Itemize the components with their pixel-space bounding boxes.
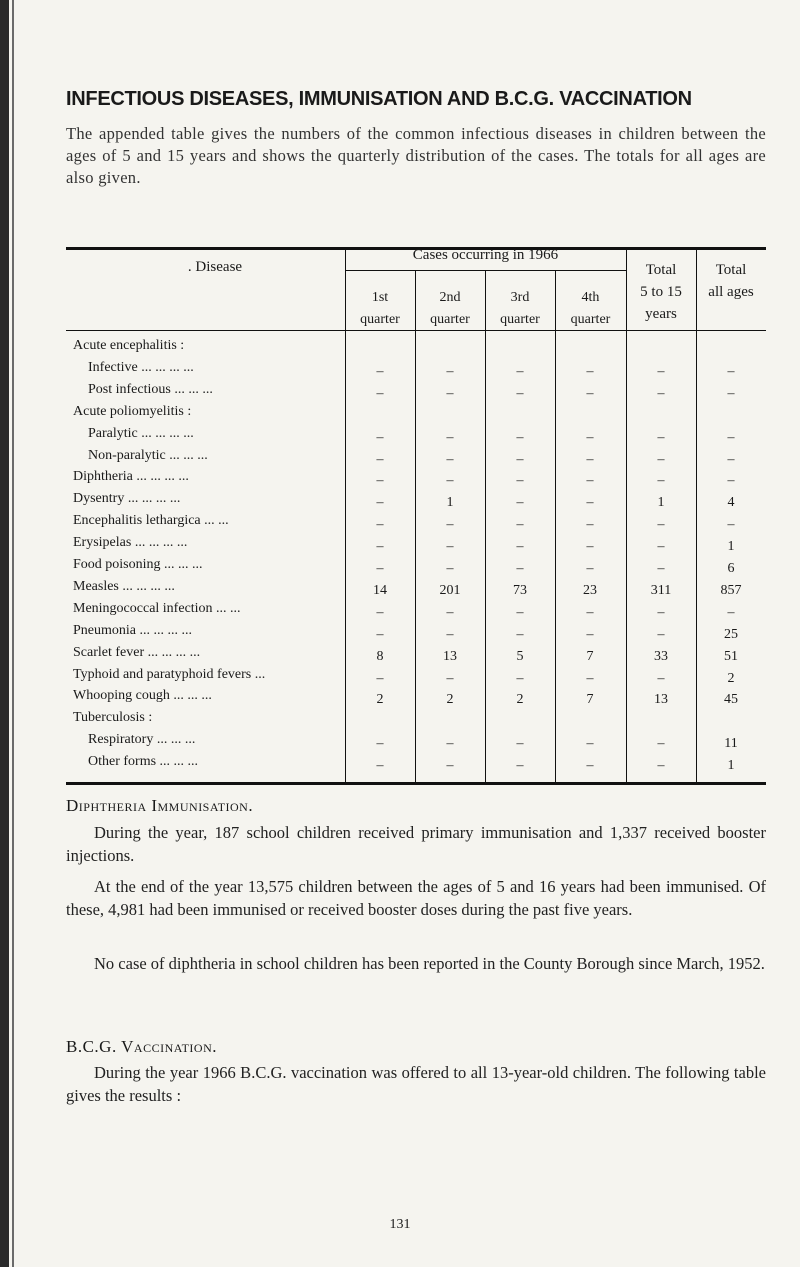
table-cell: – — [657, 539, 665, 555]
table-cell: – — [727, 604, 735, 620]
table-cell: – — [376, 561, 384, 576]
table-cell: 73 — [513, 582, 527, 598]
table-cell: – — [727, 451, 735, 467]
table-cell: – — [376, 539, 384, 555]
table-cell: – — [376, 517, 384, 533]
table-cell: – — [516, 473, 524, 489]
table-cell: – — [657, 429, 665, 445]
row-label: Acute poliomyelitis : — [73, 403, 192, 419]
table-cell: 13 — [443, 648, 457, 664]
table-cell: – — [446, 473, 454, 489]
table-cell: – — [446, 363, 454, 379]
table-cell: 25 — [724, 626, 738, 642]
row-label: Post infectious ... ... ... — [88, 381, 213, 397]
table-cell: – — [516, 363, 524, 379]
table-cell: – — [376, 473, 384, 489]
header-total-all-line1: Total — [715, 262, 747, 278]
table-cell: – — [516, 517, 524, 533]
row-label: Erysipelas ... ... ... ... — [73, 535, 188, 551]
table-cell: – — [727, 385, 735, 401]
header-cases: Cases occurring in 1966 — [412, 247, 559, 263]
header-disease: . Disease — [187, 259, 243, 275]
table-cell: – — [657, 451, 665, 467]
row-label: Infective ... ... ... ... — [88, 359, 194, 375]
row-label: Typhoid and paratyphoid fevers ... — [73, 666, 266, 682]
row-label: Scarlet fever ... ... ... ... — [73, 644, 201, 660]
row-label: Paralytic ... ... ... ... — [88, 425, 194, 441]
table-cell: – — [376, 495, 384, 511]
table-cell: 23 — [583, 582, 597, 598]
table-cell: – — [586, 561, 594, 576]
table-cell: 33 — [654, 648, 668, 664]
table-cell: – — [657, 517, 665, 533]
table-cell: – — [586, 429, 594, 445]
header-q2-line2: quarter — [430, 312, 470, 327]
table-cell: 2 — [376, 692, 384, 708]
table-cell: – — [586, 626, 594, 642]
table-cell: – — [446, 451, 454, 467]
table-cell: 1 — [727, 539, 735, 555]
table-cell: – — [586, 451, 594, 467]
bcg-paragraph-1: During the year 1966 B.C.G. vaccination was offered to all 13-year-old children. The following table gives the results : — [66, 1063, 766, 1105]
table-cell: – — [446, 429, 454, 445]
diphtheria-paragraph-2: At the end of the year 13,575 children between the ages of 5 and 16 years had been immunised. Of these, 4,981 had been immunised or received booster doses during the past five years. — [66, 877, 766, 919]
table-cell: – — [657, 736, 665, 752]
header-total-5-15 — [626, 259, 696, 325]
table-cell: – — [586, 670, 594, 686]
table-cell: 45 — [724, 692, 738, 708]
table-cell: 14 — [373, 582, 387, 598]
header-q3 — [485, 287, 555, 331]
table-cell: – — [586, 363, 594, 379]
table-cell: – — [586, 517, 594, 533]
table-cell: – — [657, 561, 665, 576]
table-cell: – — [446, 736, 454, 752]
table-cell: – — [516, 670, 524, 686]
table-cell: – — [657, 758, 665, 774]
table-cell: – — [376, 451, 384, 467]
header-total-all — [696, 259, 766, 303]
row-label: Diphtheria ... ... ... ... — [73, 469, 189, 485]
table-divider — [485, 270, 486, 782]
header-q4-line2: quarter — [570, 312, 611, 327]
page-title: INFECTIOUS DISEASES, IMMUNISATION AND B.C.G. VACCINATION — [66, 88, 692, 110]
table-cell: – — [446, 561, 454, 576]
table-cell: 6 — [727, 561, 735, 576]
table-divider — [415, 270, 416, 782]
table-cell: – — [727, 473, 735, 489]
table-cell: 2 — [516, 692, 524, 708]
page-edge-shadow — [0, 0, 9, 1267]
table-cell: – — [657, 604, 665, 620]
row-label: Other forms ... ... ... — [88, 754, 199, 770]
table-cell: – — [446, 758, 454, 774]
table-cell: – — [376, 626, 384, 642]
table-divider — [626, 250, 627, 782]
header-q2-line1: 2nd — [439, 290, 461, 305]
page-edge-line — [12, 0, 14, 1267]
row-label: Food poisoning ... ... ... — [73, 557, 203, 572]
header-total-5-15-line3: years — [645, 306, 677, 322]
table-cell: – — [516, 561, 524, 576]
row-label: Respiratory ... ... ... — [88, 732, 196, 748]
table-cell: – — [516, 604, 524, 620]
table-cell: 8 — [376, 648, 384, 664]
table-cell: – — [446, 670, 454, 686]
diphtheria-paragraph-1: During the year, 187 school children received primary immunisation and 1,337 received booster injections. — [66, 823, 766, 865]
table-cell: 7 — [586, 692, 594, 708]
table-cell: 1 — [446, 495, 454, 511]
row-label: Acute encephalitis : — [73, 338, 185, 353]
row-label: Non-paralytic ... ... ... — [88, 447, 208, 463]
table-cell: – — [586, 736, 594, 752]
table-divider — [555, 270, 556, 782]
page-number: 131 — [389, 1217, 411, 1232]
table-cell: – — [586, 758, 594, 774]
row-label: Encephalitis lethargica ... ... — [73, 513, 229, 529]
table-cell: – — [516, 539, 524, 555]
header-q1 — [345, 287, 415, 331]
header-q2 — [415, 287, 485, 331]
table-cell: – — [657, 670, 665, 686]
table-cell: 4 — [727, 495, 735, 511]
table-cell: – — [516, 495, 524, 511]
table-cell: 13 — [654, 692, 668, 708]
table-cell: – — [516, 451, 524, 467]
table-cell: 51 — [724, 648, 738, 664]
table-cell: – — [516, 736, 524, 752]
bcg-heading: B.C.G. Vaccination. — [66, 1037, 218, 1056]
table-cell: – — [657, 473, 665, 489]
table-cell: 2 — [446, 692, 454, 708]
table-cell: – — [376, 429, 384, 445]
table-cell: 7 — [586, 648, 594, 664]
header-q4 — [555, 287, 626, 331]
table-cell: – — [657, 626, 665, 642]
header-q1-line2: quarter — [360, 312, 400, 327]
table-cell: 201 — [439, 582, 461, 598]
table-cell: – — [586, 539, 594, 555]
row-label: Pneumonia ... ... ... ... — [73, 622, 192, 638]
table-cell: – — [376, 758, 384, 774]
table-cell: – — [376, 363, 384, 379]
table-cell: 311 — [650, 582, 672, 598]
header-q3-line2: quarter — [500, 312, 540, 327]
table-cell: 2 — [727, 670, 735, 686]
header-total-5-15-line1: Total — [645, 262, 677, 278]
row-label: Dysentry ... ... ... ... — [73, 491, 181, 507]
table-cell: – — [376, 385, 384, 401]
table-cell: – — [446, 517, 454, 533]
table-cell: – — [586, 604, 594, 620]
table-cell: – — [446, 604, 454, 620]
table-cell: 857 — [720, 582, 742, 598]
table-cell: – — [376, 604, 384, 620]
table-cell: – — [516, 385, 524, 401]
table-cell: – — [516, 758, 524, 774]
table-cell: – — [657, 385, 665, 401]
table-cell: – — [446, 539, 454, 555]
table-divider — [696, 250, 697, 782]
table-cell: – — [586, 495, 594, 511]
table-cell: – — [586, 385, 594, 401]
table-cell: – — [727, 517, 735, 533]
header-q4-line1: 4th — [581, 290, 600, 305]
header-q1-line1: 1st — [371, 290, 389, 305]
table-cell: 1 — [727, 758, 735, 774]
table-cell: – — [376, 670, 384, 686]
diphtheria-paragraph-3: No case of diphtheria in school children has been reported in the County Borough since March, 1952. — [94, 954, 765, 973]
row-label: Meningococcal infection ... ... — [73, 600, 241, 616]
table-cell: – — [446, 385, 454, 401]
table-cell: – — [376, 736, 384, 752]
row-label: Whooping cough ... ... ... — [73, 688, 212, 704]
table-bottom-rule — [66, 782, 766, 785]
table-cell: – — [446, 626, 454, 642]
header-q3-line1: 3rd — [510, 290, 530, 305]
table-cell: – — [516, 429, 524, 445]
table-cell: – — [727, 429, 735, 445]
table-cell: – — [727, 363, 735, 379]
diphtheria-heading: Diphtheria Immunisation. — [66, 796, 254, 815]
table-cell: 11 — [724, 736, 738, 752]
header-total-all-line2: all ages — [708, 284, 754, 300]
row-label: Tuberculosis : — [73, 710, 153, 726]
table-cell: – — [516, 626, 524, 642]
table-cell: 1 — [657, 495, 665, 511]
table-cell: – — [586, 473, 594, 489]
intro-paragraph: The appended table gives the numbers of the common infectious diseases in children between the ages of 5 and 15 years and shows the quarterly distribution of the cases. The totals for all ages are also given. — [66, 124, 766, 187]
row-label: Measles ... ... ... ... — [73, 578, 175, 594]
header-total-5-15-line2: 5 to 15 — [640, 284, 682, 300]
table-cell: – — [657, 363, 665, 379]
table-cell: 5 — [516, 648, 524, 664]
